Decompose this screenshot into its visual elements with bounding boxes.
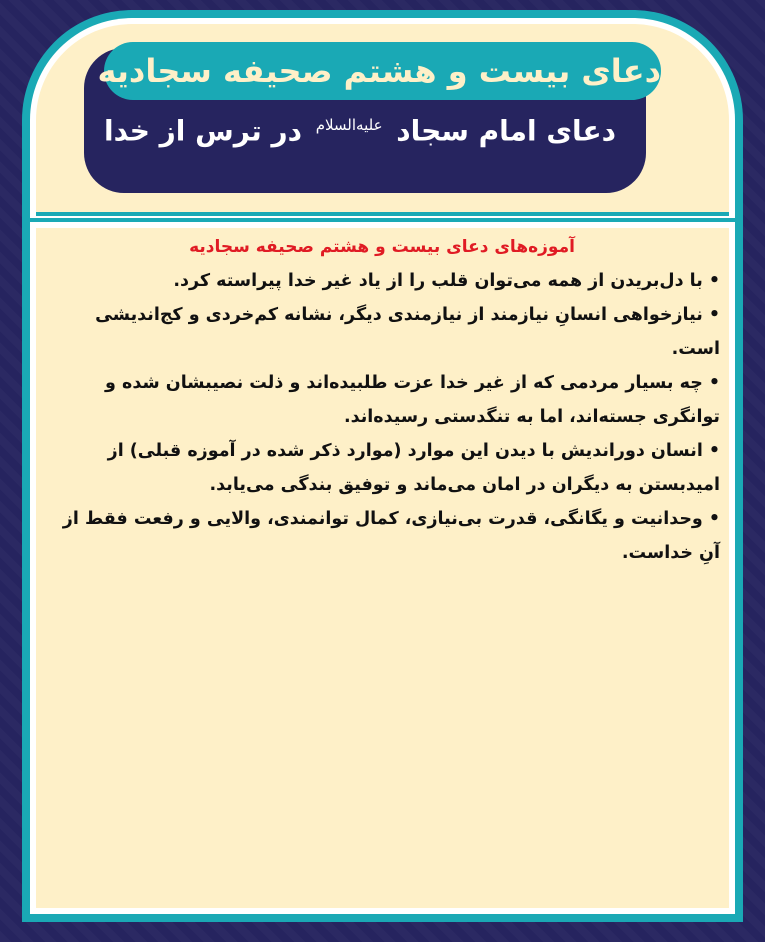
list-item-text: نیازخواهی انسانِ نیازمند از نیازمندی دیگر، نشانه کم‌خردی و کج‌اندیشی است.	[95, 305, 720, 359]
page-subtitle	[100, 100, 620, 150]
list-item-text: وحدانیت و یگانگی، قدرت بی‌نیازی، کمال توانمندی، والایی و رفعت فقط از آنِ خداست.	[62, 509, 720, 563]
bullet-icon: •	[708, 271, 720, 291]
list-item	[44, 434, 720, 502]
subtitle-after: در ترس از خدا	[103, 114, 302, 148]
list-item	[44, 264, 720, 298]
teachings-list	[44, 264, 720, 570]
bullet-icon: •	[708, 373, 720, 393]
bullet-icon: •	[708, 305, 720, 325]
honorific-mark: علیه‌السلام	[315, 116, 383, 134]
subtitle-before: دعای امام سجاد	[396, 114, 617, 148]
list-item-text: چه بسیار مردمی که از غیر خدا عزت طلبیده‌اند و ذلت نصیبشان شده و توانگری جسته‌اند، اما به تنگدستی رسیده‌اند.	[105, 373, 720, 427]
content-heading: آموزه‌های دعای بیست و هشتم صحیفه سجادیه	[189, 237, 575, 257]
list-item-text: با دل‌بریدن از همه می‌توان قلب را از یاد غیر خدا پیراسته کرد.	[173, 271, 703, 291]
bullet-icon: •	[708, 509, 720, 529]
content-body	[44, 232, 720, 570]
list-item	[44, 298, 720, 366]
list-item-text: انسان دوراندیش با دیدن این موارد (موارد ذکر شده در آموزه قبلی) از امیدبستن به دیگران در امان می‌ماند و توفیق بندگی می‌یابد.	[107, 441, 720, 495]
header-divider	[36, 212, 729, 216]
page-title: دعای بیست و هشتم صحیفه سجادیه	[97, 52, 661, 90]
list-item	[44, 366, 720, 434]
bullet-icon: •	[708, 441, 720, 461]
list-item	[44, 502, 720, 570]
